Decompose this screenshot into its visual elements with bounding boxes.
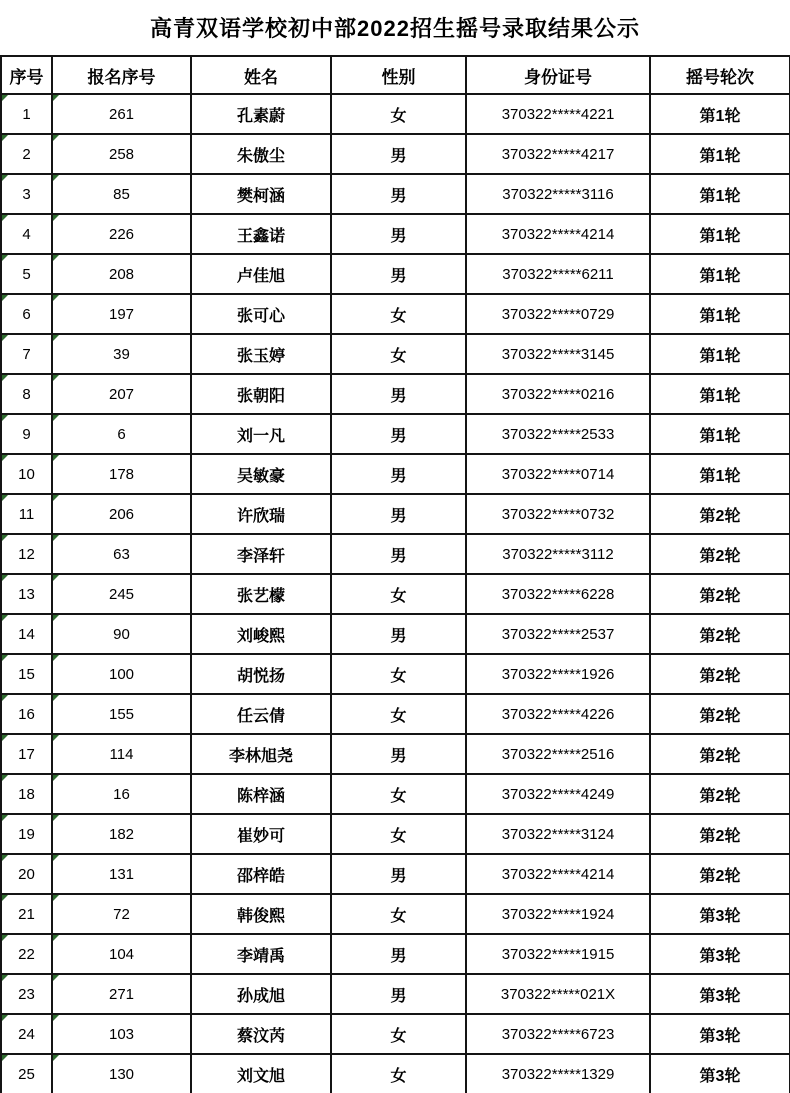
cell-gender: 女 bbox=[331, 814, 466, 854]
cell-serial: 2 bbox=[1, 134, 52, 174]
page-title: 高青双语学校初中部2022招生摇号录取结果公示 bbox=[150, 16, 640, 41]
cell-round: 第1轮 bbox=[650, 94, 790, 134]
cell-name: 张可心 bbox=[191, 294, 331, 334]
cell-gender: 女 bbox=[331, 94, 466, 134]
cell-round: 第3轮 bbox=[650, 1054, 790, 1093]
cell-round: 第2轮 bbox=[650, 494, 790, 534]
cell-id-number: 370322*****4221 bbox=[466, 94, 650, 134]
col-header-serial: 序号 bbox=[1, 56, 52, 94]
cell-gender: 女 bbox=[331, 1054, 466, 1093]
cell-reg-no: 90 bbox=[52, 614, 191, 654]
table-row bbox=[1, 974, 790, 1014]
table-row bbox=[1, 454, 790, 494]
cell-round: 第2轮 bbox=[650, 654, 790, 694]
cell-name: 刘峻熙 bbox=[191, 614, 331, 654]
cell-round: 第1轮 bbox=[650, 174, 790, 214]
cell-reg-no: 114 bbox=[52, 734, 191, 774]
cell-round: 第2轮 bbox=[650, 534, 790, 574]
col-header-gender: 性别 bbox=[331, 56, 466, 94]
cell-id-number: 370322*****021X bbox=[466, 974, 650, 1014]
cell-reg-no: 6 bbox=[52, 414, 191, 454]
cell-reg-no: 39 bbox=[52, 334, 191, 374]
cell-id-number: 370322*****0732 bbox=[466, 494, 650, 534]
cell-gender: 女 bbox=[331, 574, 466, 614]
cell-name: 王鑫诺 bbox=[191, 214, 331, 254]
cell-reg-no: 258 bbox=[52, 134, 191, 174]
cell-reg-no: 208 bbox=[52, 254, 191, 294]
col-header-reg-no: 报名序号 bbox=[52, 56, 191, 94]
cell-round: 第3轮 bbox=[650, 894, 790, 934]
cell-name: 吴敏豪 bbox=[191, 454, 331, 494]
cell-reg-no: 226 bbox=[52, 214, 191, 254]
cell-serial: 1 bbox=[1, 94, 52, 134]
cell-name: 卢佳旭 bbox=[191, 254, 331, 294]
cell-reg-no: 182 bbox=[52, 814, 191, 854]
cell-serial: 7 bbox=[1, 334, 52, 374]
cell-name: 李靖禹 bbox=[191, 934, 331, 974]
cell-serial: 10 bbox=[1, 454, 52, 494]
cell-round: 第1轮 bbox=[650, 374, 790, 414]
cell-name: 李林旭尧 bbox=[191, 734, 331, 774]
cell-serial: 9 bbox=[1, 414, 52, 454]
cell-serial: 18 bbox=[1, 774, 52, 814]
cell-gender: 女 bbox=[331, 654, 466, 694]
cell-reg-no: 104 bbox=[52, 934, 191, 974]
cell-serial: 17 bbox=[1, 734, 52, 774]
cell-id-number: 370322*****3124 bbox=[466, 814, 650, 854]
cell-name: 朱傲尘 bbox=[191, 134, 331, 174]
cell-id-number: 370322*****3145 bbox=[466, 334, 650, 374]
cell-reg-no: 72 bbox=[52, 894, 191, 934]
cell-round: 第1轮 bbox=[650, 454, 790, 494]
cell-serial: 4 bbox=[1, 214, 52, 254]
cell-round: 第1轮 bbox=[650, 414, 790, 454]
cell-serial: 24 bbox=[1, 1014, 52, 1054]
cell-reg-no: 16 bbox=[52, 774, 191, 814]
cell-round: 第1轮 bbox=[650, 254, 790, 294]
cell-serial: 8 bbox=[1, 374, 52, 414]
cell-round: 第3轮 bbox=[650, 1014, 790, 1054]
cell-gender: 男 bbox=[331, 454, 466, 494]
cell-reg-no: 63 bbox=[52, 534, 191, 574]
cell-reg-no: 103 bbox=[52, 1014, 191, 1054]
cell-reg-no: 197 bbox=[52, 294, 191, 334]
cell-serial: 19 bbox=[1, 814, 52, 854]
cell-name: 孙成旭 bbox=[191, 974, 331, 1014]
table-row bbox=[1, 774, 790, 814]
table-row bbox=[1, 534, 790, 574]
table-header-row bbox=[1, 56, 790, 94]
table-row bbox=[1, 334, 790, 374]
table-row bbox=[1, 414, 790, 454]
cell-reg-no: 245 bbox=[52, 574, 191, 614]
cell-id-number: 370322*****2533 bbox=[466, 414, 650, 454]
table-row bbox=[1, 94, 790, 134]
cell-serial: 22 bbox=[1, 934, 52, 974]
col-header-id-number: 身份证号 bbox=[466, 56, 650, 94]
cell-name: 李泽轩 bbox=[191, 534, 331, 574]
table-row bbox=[1, 254, 790, 294]
cell-round: 第1轮 bbox=[650, 214, 790, 254]
table-row bbox=[1, 734, 790, 774]
table-row bbox=[1, 814, 790, 854]
cell-gender: 男 bbox=[331, 534, 466, 574]
cell-name: 刘文旭 bbox=[191, 1054, 331, 1093]
table-row bbox=[1, 614, 790, 654]
col-header-name: 姓名 bbox=[191, 56, 331, 94]
cell-gender: 女 bbox=[331, 1014, 466, 1054]
cell-id-number: 370322*****1926 bbox=[466, 654, 650, 694]
cell-serial: 25 bbox=[1, 1054, 52, 1093]
cell-serial: 5 bbox=[1, 254, 52, 294]
cell-name: 樊柯涵 bbox=[191, 174, 331, 214]
cell-gender: 女 bbox=[331, 774, 466, 814]
cell-reg-no: 100 bbox=[52, 654, 191, 694]
cell-serial: 13 bbox=[1, 574, 52, 614]
cell-name: 崔妙可 bbox=[191, 814, 331, 854]
cell-id-number: 370322*****1329 bbox=[466, 1054, 650, 1093]
cell-gender: 男 bbox=[331, 254, 466, 294]
cell-name: 许欣瑞 bbox=[191, 494, 331, 534]
cell-reg-no: 271 bbox=[52, 974, 191, 1014]
cell-gender: 男 bbox=[331, 414, 466, 454]
cell-id-number: 370322*****4226 bbox=[466, 694, 650, 734]
cell-serial: 15 bbox=[1, 654, 52, 694]
table-row bbox=[1, 174, 790, 214]
cell-reg-no: 131 bbox=[52, 854, 191, 894]
cell-id-number: 370322*****1915 bbox=[466, 934, 650, 974]
cell-name: 张朝阳 bbox=[191, 374, 331, 414]
cell-id-number: 370322*****6723 bbox=[466, 1014, 650, 1054]
cell-id-number: 370322*****3112 bbox=[466, 534, 650, 574]
cell-gender: 男 bbox=[331, 494, 466, 534]
cell-round: 第1轮 bbox=[650, 294, 790, 334]
cell-serial: 23 bbox=[1, 974, 52, 1014]
cell-serial: 16 bbox=[1, 694, 52, 734]
cell-round: 第2轮 bbox=[650, 734, 790, 774]
cell-gender: 男 bbox=[331, 854, 466, 894]
cell-gender: 男 bbox=[331, 614, 466, 654]
table-row bbox=[1, 294, 790, 334]
cell-serial: 12 bbox=[1, 534, 52, 574]
cell-gender: 男 bbox=[331, 934, 466, 974]
cell-reg-no: 261 bbox=[52, 94, 191, 134]
table-row bbox=[1, 934, 790, 974]
cell-reg-no: 130 bbox=[52, 1054, 191, 1093]
cell-gender: 男 bbox=[331, 974, 466, 1014]
table-row bbox=[1, 854, 790, 894]
cell-gender: 男 bbox=[331, 734, 466, 774]
cell-id-number: 370322*****0729 bbox=[466, 294, 650, 334]
table-row bbox=[1, 134, 790, 174]
cell-reg-no: 178 bbox=[52, 454, 191, 494]
cell-gender: 男 bbox=[331, 214, 466, 254]
table-row bbox=[1, 694, 790, 734]
cell-round: 第2轮 bbox=[650, 774, 790, 814]
cell-id-number: 370322*****4214 bbox=[466, 214, 650, 254]
cell-name: 刘一凡 bbox=[191, 414, 331, 454]
table-row bbox=[1, 574, 790, 614]
cell-name: 邵梓皓 bbox=[191, 854, 331, 894]
cell-round: 第2轮 bbox=[650, 694, 790, 734]
cell-serial: 11 bbox=[1, 494, 52, 534]
cell-serial: 14 bbox=[1, 614, 52, 654]
cell-name: 胡悦扬 bbox=[191, 654, 331, 694]
table-row bbox=[1, 654, 790, 694]
lottery-results-table bbox=[0, 55, 790, 1093]
cell-round: 第3轮 bbox=[650, 934, 790, 974]
cell-id-number: 370322*****6211 bbox=[466, 254, 650, 294]
cell-gender: 女 bbox=[331, 334, 466, 374]
page-title-bar bbox=[0, 0, 790, 55]
cell-reg-no: 206 bbox=[52, 494, 191, 534]
cell-round: 第1轮 bbox=[650, 334, 790, 374]
cell-round: 第2轮 bbox=[650, 854, 790, 894]
cell-id-number: 370322*****1924 bbox=[466, 894, 650, 934]
cell-name: 蔡汶芮 bbox=[191, 1014, 331, 1054]
table-body bbox=[1, 94, 790, 1093]
cell-id-number: 370322*****0216 bbox=[466, 374, 650, 414]
cell-name: 张玉婷 bbox=[191, 334, 331, 374]
cell-reg-no: 207 bbox=[52, 374, 191, 414]
cell-serial: 3 bbox=[1, 174, 52, 214]
table-row bbox=[1, 494, 790, 534]
cell-name: 韩俊熙 bbox=[191, 894, 331, 934]
cell-id-number: 370322*****2516 bbox=[466, 734, 650, 774]
col-header-round: 摇号轮次 bbox=[650, 56, 790, 94]
cell-id-number: 370322*****4217 bbox=[466, 134, 650, 174]
cell-name: 陈梓涵 bbox=[191, 774, 331, 814]
cell-name: 孔素蔚 bbox=[191, 94, 331, 134]
cell-id-number: 370322*****2537 bbox=[466, 614, 650, 654]
cell-serial: 20 bbox=[1, 854, 52, 894]
cell-gender: 男 bbox=[331, 374, 466, 414]
cell-name: 张艺檬 bbox=[191, 574, 331, 614]
cell-gender: 男 bbox=[331, 134, 466, 174]
table-row bbox=[1, 894, 790, 934]
cell-round: 第1轮 bbox=[650, 134, 790, 174]
cell-round: 第2轮 bbox=[650, 814, 790, 854]
cell-serial: 21 bbox=[1, 894, 52, 934]
table-row bbox=[1, 214, 790, 254]
cell-gender: 女 bbox=[331, 694, 466, 734]
cell-gender: 女 bbox=[331, 294, 466, 334]
cell-gender: 女 bbox=[331, 894, 466, 934]
cell-round: 第2轮 bbox=[650, 574, 790, 614]
table-row bbox=[1, 374, 790, 414]
cell-id-number: 370322*****4249 bbox=[466, 774, 650, 814]
cell-serial: 6 bbox=[1, 294, 52, 334]
table-row bbox=[1, 1054, 790, 1093]
cell-id-number: 370322*****6228 bbox=[466, 574, 650, 614]
cell-id-number: 370322*****0714 bbox=[466, 454, 650, 494]
cell-name: 任云倩 bbox=[191, 694, 331, 734]
cell-reg-no: 85 bbox=[52, 174, 191, 214]
cell-id-number: 370322*****4214 bbox=[466, 854, 650, 894]
cell-reg-no: 155 bbox=[52, 694, 191, 734]
cell-round: 第2轮 bbox=[650, 614, 790, 654]
cell-round: 第3轮 bbox=[650, 974, 790, 1014]
cell-gender: 男 bbox=[331, 174, 466, 214]
table-row bbox=[1, 1014, 790, 1054]
cell-id-number: 370322*****3116 bbox=[466, 174, 650, 214]
